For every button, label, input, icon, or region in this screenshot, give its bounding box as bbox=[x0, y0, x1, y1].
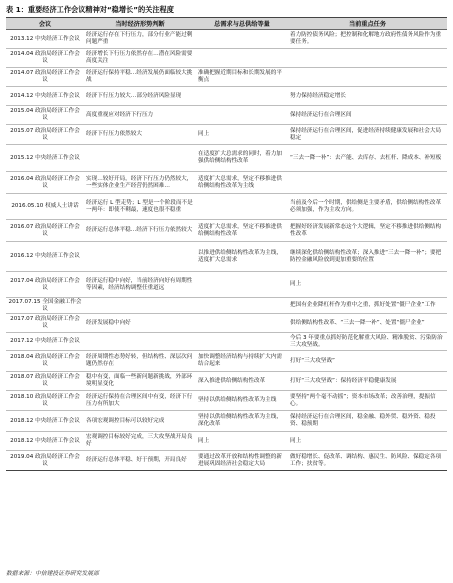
demand-cell bbox=[196, 272, 288, 298]
table-row bbox=[6, 194, 447, 220]
demand-cell: 适度扩大总需求，坚定不移推进供给侧结构性改革 bbox=[196, 220, 288, 242]
demand-cell bbox=[196, 194, 288, 220]
table-body bbox=[6, 30, 447, 471]
task-cell bbox=[288, 49, 447, 68]
task-cell: 努力保持经济稳定增长 bbox=[288, 87, 447, 106]
policy-table bbox=[6, 17, 447, 471]
task-cell bbox=[288, 68, 447, 87]
table-row bbox=[6, 68, 447, 87]
meeting-cell: 2016.07 政治局经济工作会议 bbox=[6, 220, 84, 242]
task-cell: 当前及今后一个时期，供给侧是主要矛盾，供给侧结构性改革必须加强，作为主攻方向。 bbox=[288, 194, 447, 220]
table-row bbox=[6, 314, 447, 333]
table-row bbox=[6, 351, 447, 372]
demand-cell bbox=[196, 49, 288, 68]
judgment-cell bbox=[84, 242, 196, 272]
demand-cell: 同上 bbox=[196, 432, 288, 451]
table-row bbox=[6, 30, 447, 49]
meeting-cell: 2014.12 中央经济工作会议 bbox=[6, 87, 84, 106]
judgment-cell: 经济周期性态势好转，但结构性、深层次问题仍然存在 bbox=[84, 351, 196, 372]
judgment-cell: 高度重视应对经济下行压力 bbox=[84, 106, 196, 125]
table-caption: 表 1：重要经济工作会议精神对“稳增长”的关注程度 bbox=[6, 5, 174, 14]
table-header-row bbox=[6, 18, 447, 30]
judgment-cell bbox=[84, 298, 196, 314]
meeting-cell: 2014.04 政治局经济工作会议 bbox=[6, 49, 84, 68]
task-cell: 着力防控债务风险；把控制和化解地方政府性债务风险作为重要任务。 bbox=[288, 30, 447, 49]
task-cell: 做好稳增长、促改革、调结构、惠民生、防风险、保稳定各项工作；扶贫等。 bbox=[288, 451, 447, 471]
judgment-cell: 经济增长下行压力依然存在…潜在风险需要高度关注 bbox=[84, 49, 196, 68]
table-row bbox=[6, 333, 447, 351]
demand-cell: 坚持以供给侧结构性改革为主线，深化改革 bbox=[196, 411, 288, 432]
meeting-cell: 2017.04 政治局经济工作会议 bbox=[6, 272, 84, 298]
task-cell: 今后 3 年要重点抓好防范化解重大风险、精准脱贫、污染防治三大攻坚战。 bbox=[288, 333, 447, 351]
meeting-cell: 2019.04 政治局经济工作会议 bbox=[6, 451, 84, 471]
demand-cell bbox=[196, 298, 288, 314]
judgment-cell: 经济运行总体平稳…经济下行压力依然较大 bbox=[84, 220, 196, 242]
meeting-cell: 2017.07.15 全国金融工作会议 bbox=[6, 298, 84, 314]
demand-cell bbox=[196, 87, 288, 106]
meeting-cell: 2013.12 中央经济工作会议 bbox=[6, 30, 84, 49]
judgment-cell: 经济运行存在下行压力，部分行业产能过剩问题严重 bbox=[84, 30, 196, 49]
task-cell: 打好“三大攻坚战” bbox=[288, 351, 447, 372]
judgment-cell: 经济运行稳中向好，当前经济向好有周期性等因素，经济结构调整任重道远 bbox=[84, 272, 196, 298]
judgment-cell: 宏观调控目标较好完成，三大攻坚战开局良好 bbox=[84, 432, 196, 451]
judgment-cell bbox=[84, 333, 196, 351]
judgment-cell: 经济运行总体平稳、好于预期，开局良好 bbox=[84, 451, 196, 471]
table-row bbox=[6, 172, 447, 194]
task-cell: 供给侧结构性改革、“三去一降一补”、处置“僵尸企业” bbox=[288, 314, 447, 333]
header-task: 当前重点任务 bbox=[288, 18, 447, 30]
judgment-cell: 经济运行 L 型走势；L 型是一个阶段而不是一两年：即使不剩最，速度也很不稳重 bbox=[84, 194, 196, 220]
meeting-cell: 2014.07 政治局经济工作会议 bbox=[6, 68, 84, 87]
table-row bbox=[6, 125, 447, 145]
table-row bbox=[6, 451, 447, 471]
table-row bbox=[6, 49, 447, 68]
task-cell: 保持经济运行在合理区间，促进经济持续健康发展和社会大局稳定 bbox=[288, 125, 447, 145]
meeting-cell: 2015.12 中央经济工作会议 bbox=[6, 145, 84, 172]
table-row bbox=[6, 432, 447, 451]
task-cell: 同上 bbox=[288, 432, 447, 451]
table-row bbox=[6, 106, 447, 125]
demand-cell bbox=[196, 333, 288, 351]
demand-cell: 适度扩大总需求，坚定不移推进供给侧结构性改革为主线 bbox=[196, 172, 288, 194]
header-judgment: 当时经济形势判断 bbox=[84, 18, 196, 30]
table-row bbox=[6, 272, 447, 298]
judgment-cell: 经济下行压力较大…部分经济风险显现 bbox=[84, 87, 196, 106]
table-row bbox=[6, 87, 447, 106]
demand-cell bbox=[196, 314, 288, 333]
source-note: 数据来源：中信建投证券研究发展部 bbox=[6, 571, 99, 577]
task-cell: 继续深化供给侧结构性改革；深入推进“三去一降一补”；要把防控金融风险放到更加重要的位置 bbox=[288, 242, 447, 272]
judgment-cell: 稳中有变，面临一些新问题新挑战，外部环境明显变化 bbox=[84, 372, 196, 391]
task-cell bbox=[288, 172, 447, 194]
task-cell: 把握好经济发展新常态这个大逻辑，坚定不移推进供给侧结构性改革 bbox=[288, 220, 447, 242]
demand-cell: 准确把握近期目标和长期发展的平衡点 bbox=[196, 68, 288, 87]
judgment-cell: 实现…较好开局，经济下行压力仍然较大，一些实体企业生产经营仍然困难… bbox=[84, 172, 196, 194]
judgment-cell: 经济发展稳中向好 bbox=[84, 314, 196, 333]
judgment-cell bbox=[84, 145, 196, 172]
meeting-cell: 2016.12 中央经济工作会议 bbox=[6, 242, 84, 272]
meeting-cell: 2018.10 政治局经济工作会议 bbox=[6, 391, 84, 411]
demand-cell bbox=[196, 106, 288, 125]
judgment-cell: 经济下行压力依然较大 bbox=[84, 125, 196, 145]
task-cell: 保持经济运行在合理区间 bbox=[288, 106, 447, 125]
demand-cell: 以推进供给侧结构性改革为主线，适度扩大总需求 bbox=[196, 242, 288, 272]
demand-cell: 要通过改革开放和结构性调整的新进展巩固经济社会稳定大局 bbox=[196, 451, 288, 471]
demand-cell bbox=[196, 30, 288, 49]
meetings-table bbox=[6, 17, 447, 471]
task-cell: “三去一降一补”：去产能、去库存、去杠杆、降成本、补短板 bbox=[288, 145, 447, 172]
judgment-cell: 各项宏观调控目标可以较好完成 bbox=[84, 411, 196, 432]
meeting-cell: 2018.04 政治局经济工作会议 bbox=[6, 351, 84, 372]
table-row bbox=[6, 372, 447, 391]
meeting-cell: 2018.07 政治局经济工作会议 bbox=[6, 372, 84, 391]
task-cell: 打好“三大攻坚战”：保持经济平稳健康发展 bbox=[288, 372, 447, 391]
meeting-cell: 2017.12 中央经济工作会议 bbox=[6, 333, 84, 351]
table-row bbox=[6, 220, 447, 242]
meeting-cell: 2016.04 政治局经济工作会议 bbox=[6, 172, 84, 194]
table-row bbox=[6, 145, 447, 172]
demand-cell: 坚持以供给侧结构性改革为主线 bbox=[196, 391, 288, 411]
meeting-cell: 2015.04 政治局经济工作会议 bbox=[6, 106, 84, 125]
demand-cell: 同上 bbox=[196, 125, 288, 145]
demand-cell: 在适度扩大总需求的同时，着力加强供给侧结构性改革 bbox=[196, 145, 288, 172]
table-row bbox=[6, 242, 447, 272]
meeting-cell: 2017.07 政治局经济工作会议 bbox=[6, 314, 84, 333]
demand-cell: 深入推进供给侧结构性改革 bbox=[196, 372, 288, 391]
judgment-cell: 经济运行保持平稳…经济发展仍面临较大挑战 bbox=[84, 68, 196, 87]
meeting-cell: 2016.05.10 权威人士讲话 bbox=[6, 194, 84, 220]
task-cell: 同上 bbox=[288, 272, 447, 298]
table-row bbox=[6, 298, 447, 314]
header-meeting: 会议 bbox=[6, 18, 84, 30]
task-cell: 保持经济运行在合理区间，稳金融、稳外贸、稳外资、稳投资、稳预期 bbox=[288, 411, 447, 432]
table-row bbox=[6, 411, 447, 432]
table-row bbox=[6, 391, 447, 411]
header-demand-supply: 总需求与总供给等量 bbox=[196, 18, 288, 30]
task-cell: 要坚持“两个毫不动摇”；资本市场改革；改善治理，提振信心。 bbox=[288, 391, 447, 411]
meeting-cell: 2018.12 中央经济工作会议 bbox=[6, 432, 84, 451]
task-cell: 把国有企业降杠杆作为重中之重，抓好处置“僵尸企业”工作 bbox=[288, 298, 447, 314]
judgment-cell: 经济运行保持在合理区间中有变，经济下行压力有所加大 bbox=[84, 391, 196, 411]
meeting-cell: 2018.12 中央经济工作会议 bbox=[6, 411, 84, 432]
meeting-cell: 2015.07 政治局经济工作会议 bbox=[6, 125, 84, 145]
demand-cell: 加快调整经济结构与持续扩大内需结合起来 bbox=[196, 351, 288, 372]
